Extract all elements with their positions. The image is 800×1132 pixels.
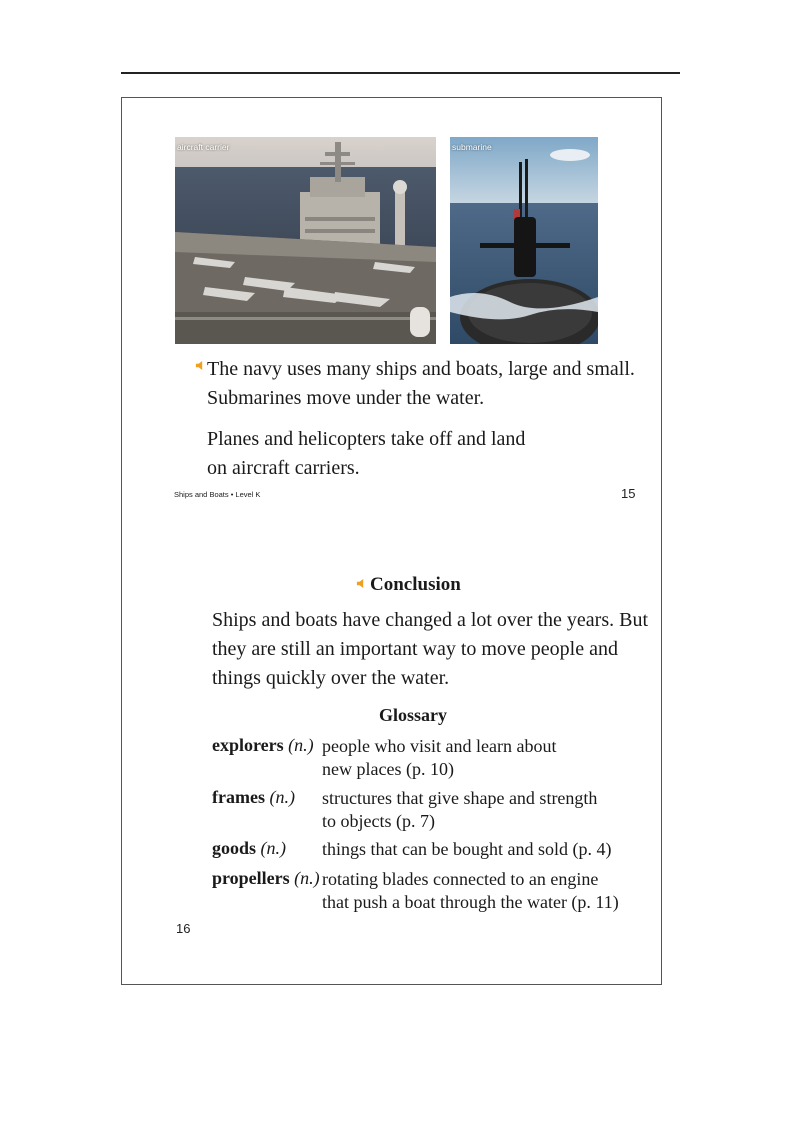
audio-bullet-icon bbox=[195, 361, 204, 370]
glossary-term: propellers (n.) bbox=[212, 868, 320, 888]
glossary-definition: rotating blades connected to an engine that push a boat through the water (p. 11) bbox=[322, 869, 619, 912]
book-footer-title: Ships and Boats • Level K bbox=[174, 490, 261, 499]
conclusion-heading: Conclusion bbox=[370, 574, 461, 595]
paragraph-line: The navy uses many ships and boats, large and small. bbox=[207, 358, 635, 380]
conclusion-line: Ships and boats have changed a lot over the years. But bbox=[212, 609, 648, 631]
paragraph-line: Submarines move under the water. bbox=[207, 387, 485, 409]
aircraft-carrier-label: aircraft carrier bbox=[177, 142, 230, 152]
glossary-heading: Glossary bbox=[379, 705, 448, 725]
glossary-term: explorers (n.) bbox=[212, 735, 314, 755]
conclusion-line: they are still an important way to move people and bbox=[212, 638, 618, 660]
conclusion-line: things quickly over the water. bbox=[212, 667, 450, 689]
page-number: 16 bbox=[176, 921, 191, 936]
glossary-definition: things that can be bought and sold (p. 4) bbox=[322, 839, 612, 859]
paragraph-line: Planes and helicopters take off and land bbox=[207, 428, 526, 450]
glossary-definition: people who visit and learn about new places (p. 10) bbox=[322, 736, 557, 779]
top-rule bbox=[121, 72, 680, 74]
page-number: 15 bbox=[621, 486, 636, 501]
audio-bullet-icon bbox=[356, 579, 365, 588]
submarine-photo bbox=[450, 137, 598, 344]
aircraft-carrier-photo bbox=[175, 137, 436, 344]
submarine-label: submarine bbox=[452, 142, 492, 152]
glossary-term: goods (n.) bbox=[212, 838, 287, 858]
glossary-term: frames (n.) bbox=[212, 787, 295, 807]
paragraph-line: on aircraft carriers. bbox=[207, 457, 360, 479]
glossary-definition: structures that give shape and strength to objects (p. 7) bbox=[322, 788, 598, 831]
